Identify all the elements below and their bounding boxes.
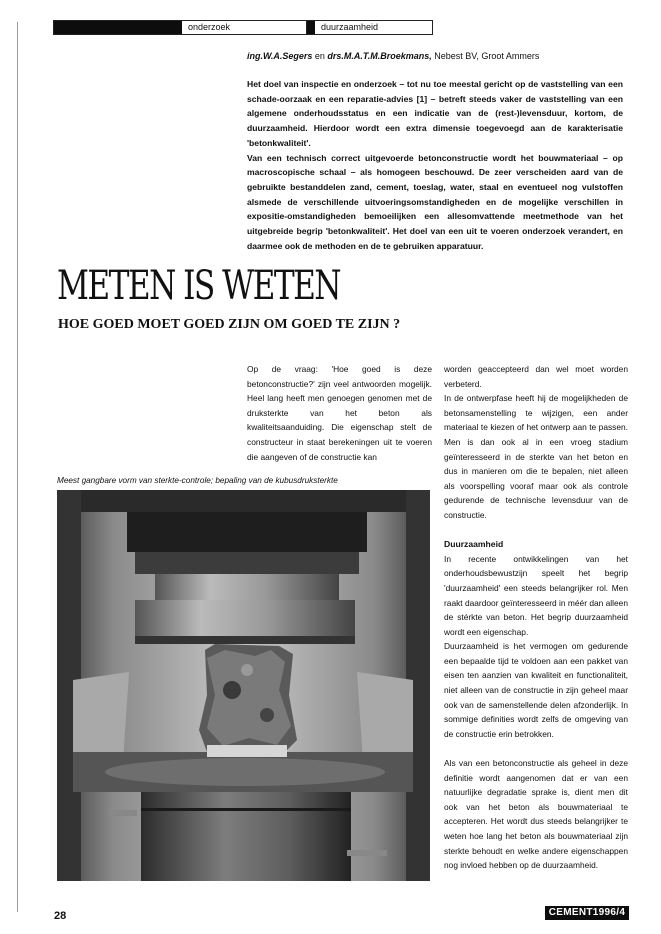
affiliation: Nebest BV, Groot Ammers xyxy=(431,51,540,61)
body-column-2 xyxy=(444,362,628,873)
intro-lead xyxy=(247,77,623,253)
section-header-bar xyxy=(53,20,433,35)
col2-paragraph-1: worden geaccepteerd dan wel moet worden verbeterd. xyxy=(444,364,628,389)
section-label-duurzaamheid: duurzaamheid xyxy=(321,22,379,32)
intro-paragraph-2: Van een technisch correct uitgevoerde betonconstructie wordt het bouwmateriaal – op macroscopische schaal – als homogeen beschouwd. De zeer verscheiden aard van de gebruikte bestanddelen zand, cement, toeslag, water, staal en eventueel nog vulstoffen alsmede de verschillende uitvoeringsomstandigheden en de mogelijke verschillen in expositie-omstandigheden bemoeilijken een allesomvattende meetmethode van het uitgebreide begrip 'betonkwaliteit'. Het doel van een uit te voeren onderzoek verandert, en daarmee ook de methoden en de te gebruiken apparatuur. xyxy=(247,152,623,251)
intro-paragraph-1: Het doel van inspectie en onderzoek – tot nu toe meestal gericht op de vaststelling van een schade-oorzaak en een reparatie-advies [1] – betreft steeds vaker de vaststelling van een algemene onderhoudsstatus en een indicatie van de (rest-)levensduur, kortom, de duurzaamheid. Hierdoor wordt een extra dimensie toegevoegd aan de karakterisatie 'betonkwaliteit'. xyxy=(247,79,623,148)
body-column-1: Op de vraag: 'Hoe goed is deze betonconstructie?' zijn veel antwoorden mogelijk. Heel lang heeft men genoegen genomen met de druksterkte van het beton als kwaliteitsaanduiding. Die eigenschap stelt de constructeur in staat berekeningen uit te voeren die aangeven of de constructie kan xyxy=(247,364,432,462)
author-2: drs.M.A.T.M.Broekmans, xyxy=(327,51,432,61)
section-heading-duurzaamheid: Duurzaamheid xyxy=(444,539,504,550)
margin-rule xyxy=(17,22,18,912)
col2-paragraph-5: Als van een betonconstructie als geheel in deze definitie wordt aangenomen dat er van een natuurlijke degradatie sprake is, dient men dit ook van het beton als bouwmateriaal te accepteren. Het wordt dus steeds belangrijker te weten hoe lang het beton als bouwmateriaal zijn sterkte behoudt en welke andere eigenschappen nog invloed hebben op de duurzaamheid. xyxy=(444,758,628,871)
author-1: ing.W.A.Segers xyxy=(247,51,313,61)
photo-caption: Meest gangbare vorm van sterkte-controle; bepaling van de kubusdruksterkte xyxy=(57,476,338,485)
page-number: 28 xyxy=(54,910,67,922)
journal-badge: CEMENT1996/4 xyxy=(545,906,629,920)
article-subtitle: HOE GOED MOET GOED ZIJN OM GOED TE ZIJN ? xyxy=(58,317,401,332)
col2-paragraph-4: Duurzaamheid is het vermogen om gedurende een bepaalde tijd te voldoen aan een pakket van eisen ten aanzien van kwaliteit en functionaliteit, niet alleen van de constructie in zijn geheel maar ook van de samenstellende delen afzonderlijk. In sommige definities wordt zelfs de omgeving van de constructie erin betrokken. xyxy=(444,641,628,739)
article-title: METEN IS WETEN xyxy=(57,263,341,309)
press-test-photo xyxy=(57,490,430,881)
section-label-onderzoek: onderzoek xyxy=(182,21,307,34)
col2-paragraph-3: In recente ontwikkelingen van het onderhoudsbewustzijn speelt het begrip 'duurzaamheid' een steeds belangrijker rol. Men raakt daardoor geïnteresseerd in méér dan alleen de stérkte van beton. Het begrip duurzaamheid wordt een eigenschap. xyxy=(444,553,628,637)
author-line: ing.W.A.Segers en drs.M.A.T.M.Broekmans, Nebest BV, Groot Ammers xyxy=(247,51,540,61)
col2-paragraph-2: In de ontwerpfase heeft hij de mogelijkheden de betonsamenstelling te wijzigen, een ander materiaal te kiezen of het ontwerp aan te passen. Men is dan ook al in een vroeg stadium geïnteresseerd in de sterkte van het beton en dus in manieren om die te bepalen, niet alleen als voorspelling vooraf maar ook als controle gedurende de technische levensduur van de constructie. xyxy=(444,393,628,520)
